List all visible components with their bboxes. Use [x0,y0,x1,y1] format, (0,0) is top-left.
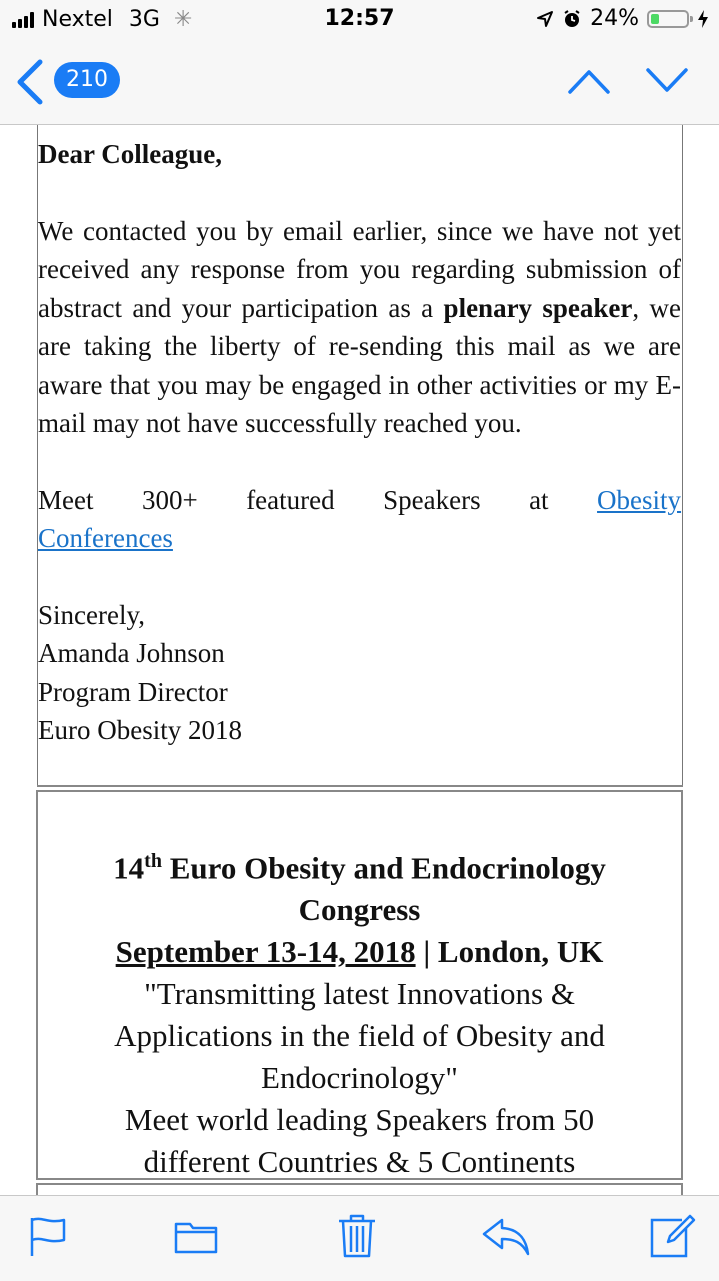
alarm-clock-icon [562,9,582,29]
meet-word: Speakers [383,484,481,515]
location-arrow-icon [536,10,554,28]
folder-icon[interactable] [172,1212,220,1260]
previous-message-icon[interactable] [566,64,612,98]
carrier-name: Nextel [42,7,113,32]
reply-icon[interactable] [482,1212,530,1260]
meet-word: Meet [38,484,94,515]
meet-speakers-line-2 [38,519,681,558]
back-chevron-icon[interactable] [14,58,46,106]
meet-word: 300+ [141,484,198,515]
battery-percent: 24% [590,6,639,31]
next-box-top [36,1183,683,1195]
meet-word: at [529,484,549,515]
mail-nav-bar [0,40,719,125]
battery-fill [651,14,659,24]
next-message-icon[interactable] [644,64,690,98]
status-bar [0,0,719,40]
compose-icon[interactable] [648,1212,696,1260]
congress-location: | London, UK [415,934,604,970]
flag-icon[interactable] [24,1212,72,1260]
signature [38,596,681,750]
congress-title [38,840,681,931]
congress-box [36,790,683,1180]
paragraph-text-end: , we are taking the liberty of re-sending this mail as we are aware that you may be engaged in other activities or my E-mail may not have successfully reached you. [38,292,682,438]
activity-spinner-icon: ✳ [173,7,193,32]
congress-title-text: Euro Obesity and Endocrinology Congress [161,850,606,928]
email-body [38,125,681,750]
meet-word: featured [246,484,335,515]
mail-toolbar [0,1195,719,1281]
status-right [536,6,709,31]
edition-number: 14 [113,850,145,886]
email-content[interactable] [0,125,719,1195]
frame-bottom-border [37,785,683,787]
meet-speakers-line [38,481,681,520]
signoff: Sincerely, [38,599,145,630]
battery-icon [647,10,689,28]
sender-org: Euro Obesity 2018 [38,715,242,745]
sender-name: Amanda Johnson [38,638,225,668]
frame-right-border [682,125,683,787]
obesity-conferences-link[interactable]: Obesity [597,484,682,515]
plenary-speaker-bold: plenary speaker [443,292,633,323]
inbox-count-badge[interactable]: 210 [54,62,120,98]
network-type: 3G [128,7,160,32]
email-paragraph [38,212,681,443]
email-greeting: Dear Colleague, [38,139,222,169]
congress-date[interactable]: September 13-14, 2018 [115,934,416,970]
charging-bolt-icon [697,9,709,29]
paragraph-text-start: We contacted you by email earlier, since we have not yet received any response from you regarding submission of abstract and your participation as a [38,215,681,323]
obesity-conferences-link-cont[interactable]: Conferences [38,523,173,553]
trash-icon[interactable] [333,1212,381,1260]
congress-date-location [38,931,681,973]
clock: 12:57 [324,6,395,31]
congress-speakers: Meet world leading Speakers from 50 different Countries & 5 Continents [124,1102,595,1180]
sender-role: Program Director [38,676,228,707]
congress-theme: "Transmitting latest Innovations & Applications in the field of Obesity and Endocrinology" [114,976,605,1096]
edition-suffix: th [144,850,162,872]
